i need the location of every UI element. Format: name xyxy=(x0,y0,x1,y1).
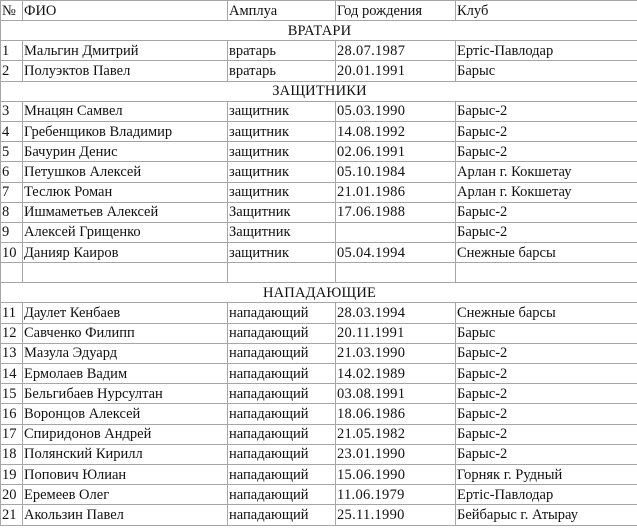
player-birth-date: 05.04.1994 xyxy=(336,243,456,263)
player-name: Мнацян Самвел xyxy=(23,101,228,121)
player-name: Петушков Алексей xyxy=(23,162,228,182)
player-role: защитник xyxy=(228,182,336,202)
section-row-goalies xyxy=(1,21,637,41)
player-role: Защитник xyxy=(228,202,336,222)
empty-row xyxy=(1,263,637,283)
player-birth-date: 14.02.1989 xyxy=(336,364,456,384)
player-name: Еремеев Олег xyxy=(23,485,228,505)
player-number: 14 xyxy=(1,364,23,384)
player-birth-date: 18.06.1986 xyxy=(336,404,456,424)
player-role: нападающий xyxy=(228,323,336,343)
player-number: 9 xyxy=(1,222,23,242)
player-role: Защитник xyxy=(228,222,336,242)
column-header-role: Амплуа xyxy=(228,1,336,21)
player-number: 11 xyxy=(1,303,23,323)
table-row xyxy=(1,222,637,242)
player-role: нападающий xyxy=(228,404,336,424)
player-name: Спиридонов Андрей xyxy=(23,424,228,444)
player-birth-date: 28.07.1987 xyxy=(336,41,456,61)
player-name: Полуэктов Павел xyxy=(23,61,228,81)
player-club: Барыс-2 xyxy=(456,121,637,141)
table-row xyxy=(1,303,637,323)
player-birth-date: 05.03.1990 xyxy=(336,101,456,121)
section-title-defenders: ЗАЩИТНИКИ xyxy=(1,81,637,101)
player-name: Теслюк Роман xyxy=(23,182,228,202)
table-row xyxy=(1,343,637,363)
table-row xyxy=(1,404,637,424)
table-row xyxy=(1,41,637,61)
table-row xyxy=(1,364,637,384)
table-row xyxy=(1,182,637,202)
player-birth-date: 23.01.1990 xyxy=(336,444,456,464)
player-club: Барыс-2 xyxy=(456,404,637,424)
player-club: Барыс-2 xyxy=(456,343,637,363)
player-birth-date: 20.01.1991 xyxy=(336,61,456,81)
player-name: Акользин Павел xyxy=(23,505,228,525)
table-row xyxy=(1,384,637,404)
player-club: Снежные барсы xyxy=(456,243,637,263)
player-club: Барыс-2 xyxy=(456,202,637,222)
player-birth-date: 02.06.1991 xyxy=(336,142,456,162)
section-title-forwards: НАПАДАЮЩИЕ xyxy=(1,283,637,303)
player-birth-date: 28.03.1994 xyxy=(336,303,456,323)
table-row xyxy=(1,202,637,222)
header-row xyxy=(1,1,637,21)
player-club: Арлан г. Кокшетау xyxy=(456,182,637,202)
player-role: нападающий xyxy=(228,424,336,444)
column-header-number: № xyxy=(1,1,23,21)
table-row xyxy=(1,323,637,343)
table-row xyxy=(1,485,637,505)
player-role: нападающий xyxy=(228,303,336,323)
player-name: Ермолаев Вадим xyxy=(23,364,228,384)
player-name: Данияр Каиров xyxy=(23,243,228,263)
player-name: Даулет Кенбаев xyxy=(23,303,228,323)
player-role: нападающий xyxy=(228,444,336,464)
player-club: Ертіс-Павлодар xyxy=(456,41,637,61)
player-club: Ертіс-Павлодар xyxy=(456,485,637,505)
player-name: Ишмаметьев Алексей xyxy=(23,202,228,222)
player-role: нападающий xyxy=(228,505,336,525)
player-name: Попович Юлиан xyxy=(23,464,228,484)
player-club: Барыс xyxy=(456,323,637,343)
player-number: 4 xyxy=(1,121,23,141)
table-row xyxy=(1,464,637,484)
table-row xyxy=(1,61,637,81)
section-title-goalies: ВРАТАРИ xyxy=(1,21,637,41)
player-club: Барыс-2 xyxy=(456,384,637,404)
player-number: 19 xyxy=(1,464,23,484)
player-birth-date: 25.11.1990 xyxy=(336,505,456,525)
player-birth-date: 14.08.1992 xyxy=(336,121,456,141)
player-role: защитник xyxy=(228,162,336,182)
column-header-birth-date: Год рождения xyxy=(336,1,456,21)
player-club: Барыс-2 xyxy=(456,142,637,162)
player-club: Барыс-2 xyxy=(456,101,637,121)
player-club: Бейбарыс г. Атырау xyxy=(456,505,637,525)
player-role: защитник xyxy=(228,243,336,263)
empty-cell xyxy=(336,263,456,283)
player-club: Барыс-2 xyxy=(456,424,637,444)
section-row-forwards xyxy=(1,283,637,303)
player-name: Бачурин Денис xyxy=(23,142,228,162)
table-row xyxy=(1,243,637,263)
empty-cell xyxy=(228,263,336,283)
player-birth-date: 03.08.1991 xyxy=(336,384,456,404)
player-name: Гребенщиков Владимир xyxy=(23,121,228,141)
player-number: 17 xyxy=(1,424,23,444)
player-club: Горняк г. Рудный xyxy=(456,464,637,484)
player-number: 12 xyxy=(1,323,23,343)
player-club: Снежные барсы xyxy=(456,303,637,323)
player-birth-date: 21.05.1982 xyxy=(336,424,456,444)
player-birth-date: 20.11.1991 xyxy=(336,323,456,343)
player-number: 10 xyxy=(1,243,23,263)
player-role: вратарь xyxy=(228,61,336,81)
player-club: Барыс-2 xyxy=(456,364,637,384)
player-name: Савченко Филипп xyxy=(23,323,228,343)
table-row xyxy=(1,101,637,121)
player-club: Барыс-2 xyxy=(456,222,637,242)
table-row xyxy=(1,142,637,162)
roster-body xyxy=(1,1,637,526)
player-birth-date xyxy=(336,222,456,242)
column-header-name: ФИО xyxy=(23,1,228,21)
player-birth-date: 15.06.1990 xyxy=(336,464,456,484)
player-role: вратарь xyxy=(228,41,336,61)
player-birth-date: 21.01.1986 xyxy=(336,182,456,202)
player-birth-date: 11.06.1979 xyxy=(336,485,456,505)
section-row-defenders xyxy=(1,81,637,101)
table-row xyxy=(1,162,637,182)
player-number: 16 xyxy=(1,404,23,424)
player-number: 1 xyxy=(1,41,23,61)
player-number: 21 xyxy=(1,505,23,525)
player-birth-date: 05.10.1984 xyxy=(336,162,456,182)
table-row xyxy=(1,424,637,444)
player-club: Арлан г. Кокшетау xyxy=(456,162,637,182)
player-role: нападающий xyxy=(228,464,336,484)
player-name: Полянский Кирилл xyxy=(23,444,228,464)
player-name: Мальгин Дмитрий xyxy=(23,41,228,61)
player-number: 13 xyxy=(1,343,23,363)
table-row xyxy=(1,121,637,141)
player-number: 8 xyxy=(1,202,23,222)
table-row xyxy=(1,505,637,525)
player-role: защитник xyxy=(228,101,336,121)
player-role: нападающий xyxy=(228,384,336,404)
player-club: Барыс-2 xyxy=(456,444,637,464)
player-club: Барыс xyxy=(456,61,637,81)
player-birth-date: 21.03.1990 xyxy=(336,343,456,363)
player-name: Алексей Грищенко xyxy=(23,222,228,242)
player-number: 6 xyxy=(1,162,23,182)
player-role: защитник xyxy=(228,142,336,162)
column-header-club: Клуб xyxy=(456,1,637,21)
player-name: Бельгибаев Нурсултан xyxy=(23,384,228,404)
player-role: нападающий xyxy=(228,364,336,384)
empty-cell xyxy=(456,263,637,283)
player-name: Мазула Эдуард xyxy=(23,343,228,363)
player-name: Воронцов Алексей xyxy=(23,404,228,424)
player-number: 20 xyxy=(1,485,23,505)
player-birth-date: 17.06.1988 xyxy=(336,202,456,222)
player-number: 2 xyxy=(1,61,23,81)
player-role: нападающий xyxy=(228,485,336,505)
player-number: 15 xyxy=(1,384,23,404)
player-role: нападающий xyxy=(228,343,336,363)
player-number: 3 xyxy=(1,101,23,121)
player-number: 18 xyxy=(1,444,23,464)
player-number: 7 xyxy=(1,182,23,202)
table-row xyxy=(1,444,637,464)
player-role: защитник xyxy=(228,121,336,141)
player-number: 5 xyxy=(1,142,23,162)
empty-cell xyxy=(1,263,23,283)
empty-cell xyxy=(23,263,228,283)
